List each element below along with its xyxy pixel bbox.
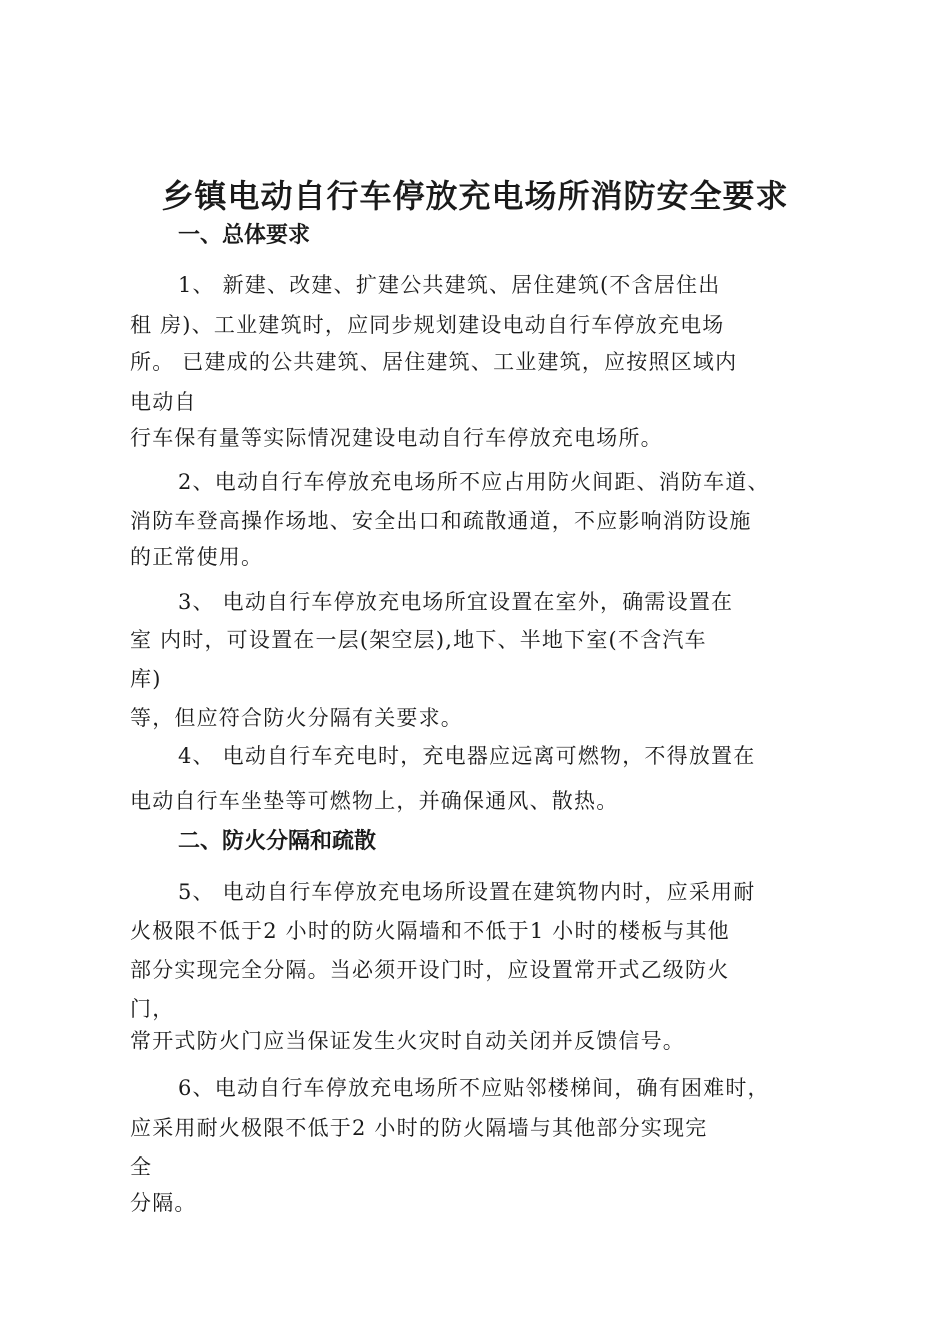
paragraph-line: 门， — [130, 997, 175, 1021]
paragraph-line: 分隔。 — [130, 1191, 197, 1215]
paragraph-line: 全 — [130, 1155, 153, 1179]
paragraph-line: 行车保有量等实际情况建设电动自行车停放充电场所。 — [130, 426, 663, 450]
paragraph-line: 电动自行车坐垫等可燃物上，并确保通风、散热。 — [130, 789, 619, 813]
paragraph-line: 4、 电动自行车充电时，充电器应远离可燃物，不得放置在 — [178, 744, 756, 768]
paragraph-line: 2、电动自行车停放充电场所不应占用防火间距、消防车道、 — [178, 470, 770, 494]
paragraph-line: 1、 新建、改建、扩建公共建筑、居住建筑(不含居住出 — [178, 273, 721, 297]
paragraph-line: 火极限不低于2 小时的防火隔墙和不低于1 小时的楼板与其他 — [130, 919, 730, 943]
section-heading-general: 一、总体要求 — [178, 223, 311, 248]
document-title: 乡镇电动自行车停放充电场所消防安全要求 — [161, 177, 789, 215]
paragraph-line: 6、电动自行车停放充电场所不应贴邻楼梯间，确有困难时， — [178, 1076, 770, 1100]
paragraph-line: 电动自 — [130, 390, 197, 414]
paragraph-line: 3、 电动自行车停放充电场所宜设置在室外，确需设置在 — [178, 590, 734, 614]
paragraph-line: 库) — [130, 667, 162, 691]
paragraph-line: 消防车登高操作场地、安全出口和疏散通道，不应影响消防设施 — [130, 509, 752, 533]
paragraph-line: 5、 电动自行车停放充电场所设置在建筑物内时，应采用耐 — [178, 880, 756, 904]
section-heading-fire-separation: 二、防火分隔和疏散 — [178, 829, 377, 854]
paragraph-line: 的正常使用。 — [130, 545, 264, 569]
paragraph-line: 租 房)、工业建筑时，应同步规划建设电动自行车停放充电场 — [130, 313, 725, 337]
paragraph-line: 常开式防火门应当保证发生火灾时自动关闭并反馈信号。 — [130, 1029, 685, 1053]
paragraph-line: 部分实现完全分隔。当必须开设门时，应设置常开式乙级防火 — [130, 958, 730, 982]
paragraph-line: 室 内时，可设置在一层(架空层),地下、半地下室(不含汽车 — [130, 628, 707, 652]
paragraph-line: 应采用耐火极限不低于2 小时的防火隔墙与其他部分实现完 — [130, 1116, 708, 1140]
paragraph-line: 所。 已建成的公共建筑、居住建筑、工业建筑，应按照区域内 — [130, 350, 738, 374]
paragraph-line: 等，但应符合防火分隔有关要求。 — [130, 706, 463, 730]
